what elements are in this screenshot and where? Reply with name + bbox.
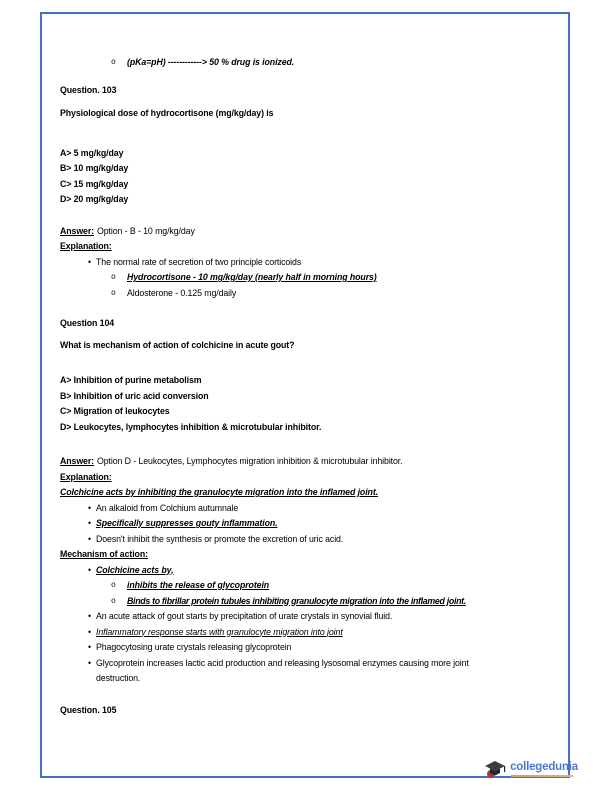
explanation-bullet bbox=[60, 625, 565, 641]
explanation-sub-bullet bbox=[60, 594, 565, 610]
question-103-answer bbox=[60, 224, 565, 240]
document-content bbox=[60, 55, 565, 718]
circle-bullet-icon: o bbox=[111, 273, 116, 282]
brand-tagline-bar bbox=[511, 775, 573, 777]
answer-value: Option - B - 10 mg/kg/day bbox=[97, 225, 195, 236]
explanation-bullet bbox=[60, 640, 565, 656]
dot-bullet-icon: • bbox=[88, 611, 91, 621]
question-103-option-c: C> 15 mg/kg/day bbox=[60, 178, 129, 189]
collegedunia-logo bbox=[484, 759, 578, 779]
explanation-point: Specifically suppresses gouty inflammation. bbox=[96, 518, 278, 528]
dot-bullet-icon: • bbox=[88, 657, 91, 668]
explanation-point: Phagocytosing urate crystals releasing glycoprotein bbox=[96, 642, 292, 652]
intro-sub-bullet bbox=[60, 55, 565, 71]
explanation-bullet bbox=[60, 656, 486, 687]
dot-bullet-icon: • bbox=[88, 642, 91, 652]
graduation-cap-icon bbox=[484, 759, 506, 779]
explanation-bullet bbox=[60, 501, 565, 517]
explanation-point: inhibits the release of glycoprotein bbox=[127, 580, 270, 590]
explanation-bullet bbox=[60, 255, 565, 271]
question-104-answer bbox=[60, 454, 565, 470]
dot-bullet-icon: • bbox=[88, 564, 91, 575]
question-104-text: What is mechanism of action of colchicine in acute gout? bbox=[60, 339, 295, 350]
explanation-bullet bbox=[60, 609, 565, 625]
dot-bullet-icon: • bbox=[88, 518, 91, 528]
explanation-point: Inflammatory response starts with granulocyte migration into joint bbox=[96, 626, 343, 637]
question-104-option-c: C> Migration of leukocytes bbox=[60, 406, 170, 416]
question-103-explanation-label: Explanation: bbox=[60, 241, 112, 251]
dot-bullet-icon: • bbox=[88, 256, 91, 267]
dot-bullet-icon: • bbox=[88, 626, 91, 637]
explanation-point: Doesn't inhibit the synthesis or promote the excretion of uric acid. bbox=[96, 533, 344, 544]
answer-label: Answer: bbox=[60, 225, 95, 236]
dot-bullet-icon: • bbox=[88, 502, 91, 513]
explanation-bullet bbox=[60, 532, 565, 548]
brand-name: collegedunia bbox=[510, 761, 578, 773]
question-104-option-d: D> Leukocytes, lymphocytes inhibition & microtubular inhibitor. bbox=[60, 421, 322, 432]
explanation-sub-bullet bbox=[60, 286, 565, 302]
question-103-option-b: B> 10 mg/kg/day bbox=[60, 163, 129, 173]
circle-bullet-icon: o bbox=[111, 581, 116, 590]
question-104-title: Question 104 bbox=[60, 318, 115, 328]
question-103-title: Question. 103 bbox=[60, 84, 117, 95]
explanation-bullet bbox=[60, 516, 565, 532]
dot-bullet-icon: • bbox=[88, 533, 91, 544]
explanation-point: Colchicine acts by, bbox=[96, 564, 174, 575]
explanation-bullet bbox=[60, 563, 565, 579]
question-103-option-a: A> 5 mg/kg/day bbox=[60, 147, 124, 158]
answer-label: Answer: bbox=[60, 456, 95, 466]
mechanism-heading: Mechanism of action: bbox=[60, 549, 148, 559]
explanation-sub-bullet bbox=[60, 578, 565, 594]
explanation-point: Hydrocortisone - 10 mg/kg/day (nearly half in morning hours) bbox=[127, 272, 377, 282]
circle-bullet-icon: o bbox=[111, 288, 116, 298]
explanation-point: Glycoprotein increases lactic acid production and releasing lysosomal enzymes causing more joint destruction. bbox=[96, 657, 469, 683]
explanation-point: An alkaloid from Colchium autumnale bbox=[96, 502, 239, 513]
explanation-point: An acute attack of gout starts by precipitation of urate crystals in synovial fluid. bbox=[96, 611, 393, 621]
explanation-point: Aldosterone - 0.125 mg/daily bbox=[127, 287, 237, 298]
question-103-text: Physiological dose of hydrocortisone (mg/kg/day) is bbox=[60, 108, 274, 118]
explanation-lead: Colchicine acts by inhibiting the granulocyte migration into the inflamed joint. bbox=[60, 487, 378, 497]
question-104-option-a: A> Inhibition of purine metabolism bbox=[60, 375, 202, 385]
circle-bullet-icon: o bbox=[111, 596, 116, 606]
explanation-sub-bullet bbox=[60, 270, 565, 286]
explanation-point: Binds to fibrillar protein tubules inhibiting granulocyte migration into the inflamed joint. bbox=[127, 595, 466, 606]
question-105-title: Question. 105 bbox=[60, 704, 117, 715]
question-103-option-d: D> 20 mg/kg/day bbox=[60, 194, 129, 204]
intro-note-text: (pKa=pH) ------------> 50 % drug is ionized. bbox=[127, 57, 295, 67]
question-104-explanation-label: Explanation: bbox=[60, 471, 112, 482]
explanation-point: The normal rate of secretion of two principle corticoids bbox=[96, 256, 302, 267]
question-104-option-b: B> Inhibition of uric acid conversion bbox=[60, 390, 209, 401]
answer-value: Option D - Leukocytes, Lymphocytes migration inhibition & microtubular inhibitor. bbox=[97, 456, 403, 466]
circle-bullet-icon: o bbox=[111, 58, 116, 67]
